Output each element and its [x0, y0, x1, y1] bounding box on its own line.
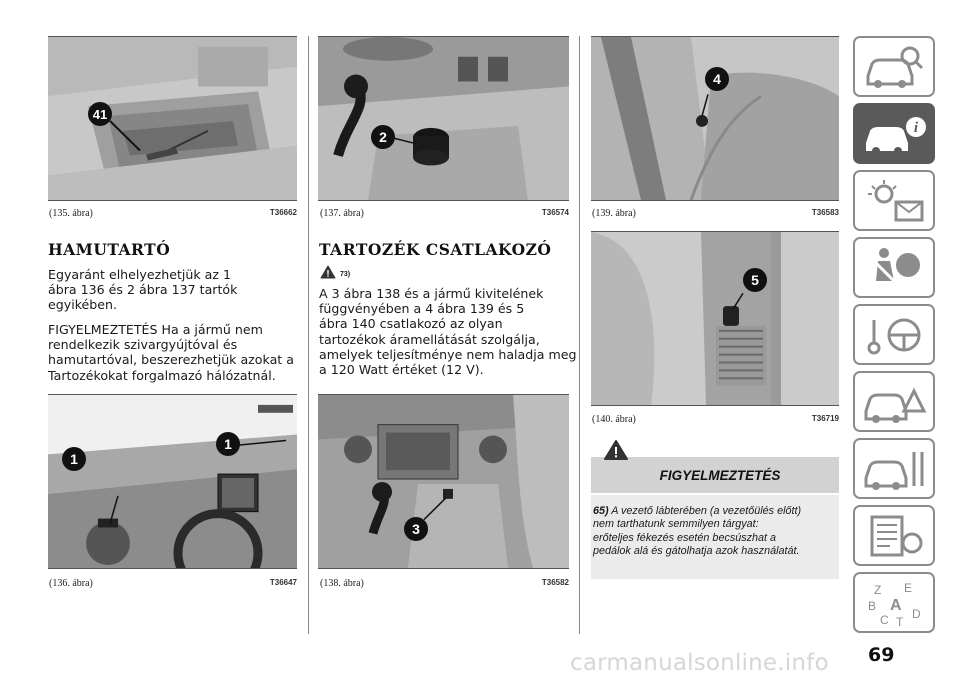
tab-index[interactable]: [853, 572, 935, 633]
figure-140-marker: 5: [743, 268, 767, 292]
figure-138-code: T36582: [541, 578, 569, 587]
ashtray-text-line: rendelkezik szivargyújtóval és: [48, 337, 238, 353]
airbag-seatbelt-icon: [860, 243, 928, 293]
warning-text-line: nem tarthatunk semmilyen tárgyat:: [593, 518, 759, 531]
warning-box-header: [591, 457, 839, 493]
warning-title: FIGYELMEZTETÉS: [659, 467, 781, 483]
svg-text:B: B: [868, 598, 877, 613]
svg-text:Z: Z: [874, 582, 882, 597]
warning-text-line: pedálok alá és gátolhatja azok használatát.: [593, 545, 800, 558]
warning-triangle-icon: [603, 439, 629, 461]
warning-lights-message-icon: [860, 176, 928, 226]
figure-135-code: T36662: [269, 208, 297, 217]
ashtray-text-line: Tartozékokat forgalmazó hálózatnál.: [48, 367, 276, 383]
ashtray-text-line: Egyaránt elhelyezhetjük az 1: [48, 267, 232, 282]
figure-139-image: [591, 36, 839, 201]
figure-140-caption: (140. ábra): [592, 414, 636, 425]
socket-heading: TARTOZÉK CSATLAKOZÓ: [319, 240, 552, 259]
tab-getting-to-know-car[interactable]: [853, 103, 935, 164]
car-info-icon: [860, 109, 928, 159]
column-divider-right: [579, 36, 580, 634]
watermark: carmanualsonline.info: [570, 650, 829, 676]
tab-servicing[interactable]: [853, 438, 935, 499]
technical-data-list-icon: [860, 511, 928, 561]
figure-139-code: T36583: [811, 208, 839, 217]
figure-136-image: [48, 394, 297, 569]
figure-137-caption: (137. ábra): [320, 208, 364, 219]
figure-136-marker-a: 1: [62, 447, 86, 471]
car-search-icon: [860, 42, 928, 92]
ashtray-paragraph-1: [48, 267, 303, 313]
warning-text: [593, 505, 836, 559]
svg-text:D: D: [912, 606, 921, 621]
ashtray-text-line: FIGYELMEZTETÉS Ha a jármű nem: [48, 322, 263, 337]
figure-135-image: [48, 36, 297, 201]
warning-box-body: [591, 495, 839, 579]
car-breakdown-triangle-icon: [860, 377, 928, 427]
key-steering-wheel-icon: [860, 310, 928, 360]
figure-135-caption: (135. ábra): [49, 208, 93, 219]
figure-136-caption: (136. ábra): [49, 578, 93, 589]
figure-138-marker: 3: [404, 517, 428, 541]
socket-text-line: ábra 140 csatlakozó az olyan: [319, 316, 503, 332]
socket-text-line: amelyek teljesítménye nem haladja meg: [319, 346, 577, 362]
socket-text-line: tartozékok áramellátását szolgálja,: [319, 331, 540, 347]
figure-138-image: [318, 394, 569, 569]
svg-text:A: A: [890, 596, 902, 614]
car-service-tools-icon: [860, 444, 928, 494]
figure-139-caption: (139. ábra): [592, 208, 636, 219]
socket-warning-reference: [320, 265, 350, 279]
warning-reference-number: 73): [340, 271, 351, 278]
socket-paragraph: [319, 286, 577, 377]
tab-knowing-the-vehicle[interactable]: [853, 36, 935, 97]
socket-text-line: A 3 ábra 138 és a jármű kivitelének: [319, 286, 544, 301]
ashtray-text-line: egyikében.: [48, 297, 118, 313]
figure-137-code: T36574: [541, 208, 569, 217]
figure-137-marker: 2: [371, 125, 395, 149]
ashtray-text-line: hamutartóval, beszerezhetjük azokat a: [48, 352, 294, 368]
column-divider-left: [308, 36, 309, 634]
svg-text:i: i: [913, 119, 919, 136]
figure-136-marker-b: 1: [216, 432, 240, 456]
figure-135-marker: 41: [88, 102, 112, 126]
figure-139-marker: 4: [705, 67, 729, 91]
warning-triangle-icon: [320, 265, 336, 279]
svg-text:T: T: [896, 614, 904, 628]
ashtray-text-line: ábra 136 és 2 ábra 137 tartók: [48, 282, 238, 298]
tab-starting-driving[interactable]: [853, 304, 935, 365]
tab-safety[interactable]: [853, 237, 935, 298]
figure-138-caption: (138. ábra): [320, 578, 364, 589]
figure-140-code: T36719: [811, 414, 839, 423]
figure-137-image: [318, 36, 569, 201]
figure-136-code: T36647: [269, 578, 297, 587]
socket-text-line: a 120 Watt értéket (12 V).: [319, 362, 484, 378]
socket-text-line: függvényében a 4 ábra 139 és 5: [319, 301, 525, 317]
warning-text-line: A vezető lábterében (a vezetőülés előtt): [611, 505, 802, 517]
alphabetical-index-icon: [860, 578, 928, 628]
ashtray-heading: HAMUTARTÓ: [48, 240, 171, 259]
tab-in-an-emergency[interactable]: [853, 371, 935, 432]
svg-text:E: E: [904, 580, 913, 595]
tab-warning-lights[interactable]: [853, 170, 935, 231]
tab-technical-data[interactable]: [853, 505, 935, 566]
svg-text:C: C: [880, 612, 889, 627]
warning-number: 65): [593, 505, 609, 517]
page-number: 69: [868, 644, 895, 666]
ashtray-paragraph-2: [48, 322, 306, 383]
figure-140-image: [591, 231, 839, 406]
warning-text-line: erőteljes fékezés esetén becsúszhat a: [593, 531, 777, 544]
